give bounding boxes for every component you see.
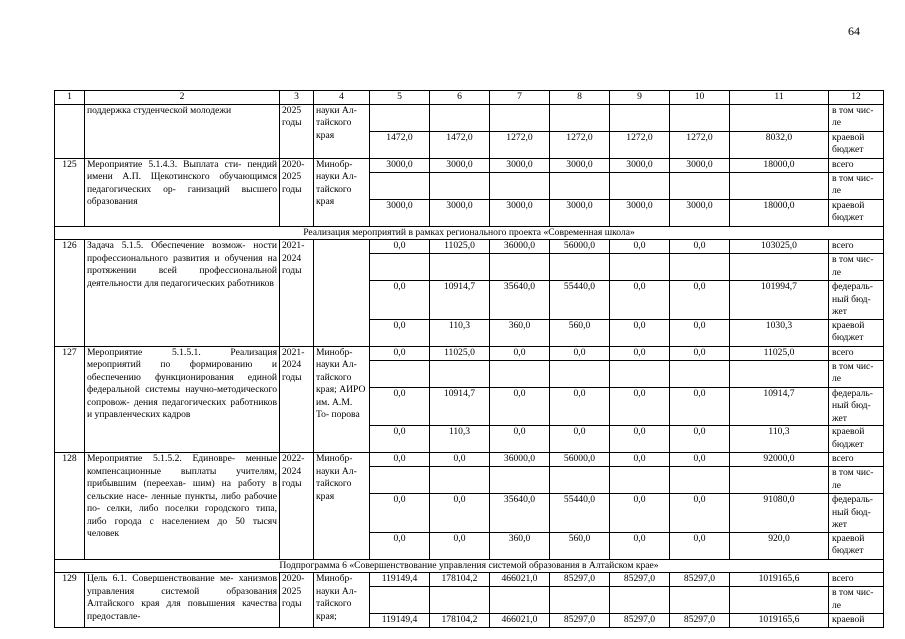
funding-source: федераль- ный бюд- жет (829, 281, 884, 320)
amount-cell (730, 360, 829, 387)
column-header: 3 (280, 91, 314, 105)
amount-cell: 0,0 (550, 346, 610, 360)
measure-description: Задача 5.1.5. Обеспечение возмож- ности профессионального развития и обучения на протяжении всей профессиональной деятельности для педагогических работников (85, 240, 280, 347)
amount-cell: 3000,0 (670, 199, 730, 226)
funding-source: краевой бюджет (829, 199, 884, 226)
amount-cell (550, 360, 610, 387)
amount-cell (370, 467, 430, 494)
amount-cell (670, 172, 730, 199)
amount-cell: 85297,0 (670, 573, 730, 587)
period-cell: 2022- 2024 годы (280, 453, 314, 560)
amount-cell: 560,0 (550, 532, 610, 559)
amount-cell: 110,3 (430, 319, 490, 346)
amount-cell (370, 360, 430, 387)
header-row (55, 91, 884, 105)
amount-cell (490, 254, 550, 281)
row-number: 126 (55, 240, 85, 347)
amount-cell: 0,0 (670, 453, 730, 467)
executor-cell: Минобр- науки Ал- тайского края (314, 453, 370, 560)
table-row (55, 158, 884, 172)
amount-cell: 0,0 (610, 319, 670, 346)
amount-cell: 3000,0 (670, 158, 730, 172)
amount-cell: 103025,0 (730, 240, 829, 254)
amount-cell: 0,0 (490, 346, 550, 360)
amount-cell (730, 104, 829, 131)
period-cell: 2025 годы (280, 104, 314, 158)
amount-cell (370, 172, 430, 199)
executor-cell: Минобр- науки Ал- тайского края (314, 158, 370, 226)
amount-cell (490, 172, 550, 199)
amount-cell (670, 587, 730, 614)
amount-cell: 11025,0 (430, 240, 490, 254)
amount-cell: 466021,0 (490, 614, 550, 628)
table-row (55, 346, 884, 360)
amount-cell: 3000,0 (370, 158, 430, 172)
amount-cell: 920,0 (730, 532, 829, 559)
amount-cell (550, 254, 610, 281)
amount-cell (430, 254, 490, 281)
amount-cell: 8032,0 (730, 131, 829, 158)
row-number: 127 (55, 346, 85, 453)
amount-cell (550, 587, 610, 614)
amount-cell: 56000,0 (550, 240, 610, 254)
amount-cell: 0,0 (670, 494, 730, 533)
amount-cell (370, 104, 430, 131)
amount-cell (430, 467, 490, 494)
amount-cell (550, 172, 610, 199)
amount-cell: 0,0 (370, 281, 430, 320)
amount-cell (610, 467, 670, 494)
amount-cell: 0,0 (610, 426, 670, 453)
amount-cell (670, 104, 730, 131)
amount-cell: 1472,0 (370, 131, 430, 158)
amount-cell: 0,0 (670, 240, 730, 254)
amount-cell: 0,0 (430, 494, 490, 533)
amount-cell (550, 467, 610, 494)
amount-cell: 1272,0 (550, 131, 610, 158)
funding-source: всего (829, 453, 884, 467)
amount-cell: 0,0 (670, 346, 730, 360)
amount-cell: 36000,0 (490, 240, 550, 254)
period-cell: 2020- 2025 годы (280, 573, 314, 628)
column-header: 9 (610, 91, 670, 105)
amount-cell: 0,0 (610, 532, 670, 559)
measure-description: Мероприятие 5.1.4.3. Выплата сти- пендий имени А.П. Щекотинского обучающимся педагогических ор- ганизаций высшего образования (85, 158, 280, 226)
amount-cell: 3000,0 (550, 199, 610, 226)
amount-cell: 360,0 (490, 532, 550, 559)
amount-cell: 119149,4 (370, 573, 430, 587)
amount-cell (490, 360, 550, 387)
amount-cell: 3000,0 (430, 158, 490, 172)
amount-cell: 85297,0 (550, 614, 610, 628)
funding-source: краевой бюджет (829, 426, 884, 453)
amount-cell: 18000,0 (730, 199, 829, 226)
table-row (55, 453, 884, 467)
funding-source: в том чис- ле (829, 467, 884, 494)
column-header: 4 (314, 91, 370, 105)
amount-cell: 0,0 (670, 387, 730, 426)
amount-cell: 35640,0 (490, 281, 550, 320)
amount-cell (490, 587, 550, 614)
funding-source: всего (829, 573, 884, 587)
amount-cell: 10914,7 (730, 387, 829, 426)
executor-cell: науки Ал- тайского края (314, 104, 370, 158)
amount-cell: 178104,2 (430, 573, 490, 587)
amount-cell: 3000,0 (550, 158, 610, 172)
funding-source: в том чис- ле (829, 254, 884, 281)
amount-cell: 0,0 (490, 426, 550, 453)
column-header: 2 (85, 91, 280, 105)
amount-cell: 1030,3 (730, 319, 829, 346)
amount-cell (610, 360, 670, 387)
measure-description: Мероприятие 5.1.5.1. Реализация мероприятий по формированию и обеспечению функционирования единой федеральной системы научно-методического сопровож- дения педагогических работников и управленческих кадров (85, 346, 280, 453)
column-header: 7 (490, 91, 550, 105)
amount-cell: 3000,0 (430, 199, 490, 226)
amount-cell (610, 587, 670, 614)
funding-source: краевой (829, 614, 884, 628)
funding-source: в том чис- ле (829, 587, 884, 614)
amount-cell: 560,0 (550, 319, 610, 346)
page-number: 64 (848, 24, 860, 38)
amount-cell: 0,0 (670, 281, 730, 320)
funding-source: федераль- ный бюд- жет (829, 494, 884, 533)
column-header: 1 (55, 91, 85, 105)
amount-cell: 0,0 (430, 453, 490, 467)
amount-cell (610, 254, 670, 281)
table-row (55, 104, 884, 131)
amount-cell: 1019165,6 (730, 614, 829, 628)
column-header: 8 (550, 91, 610, 105)
amount-cell: 18000,0 (730, 158, 829, 172)
table-row (55, 240, 884, 254)
amount-cell: 0,0 (430, 532, 490, 559)
section-row (55, 559, 884, 573)
amount-cell (670, 360, 730, 387)
amount-cell: 0,0 (610, 240, 670, 254)
amount-cell: 0,0 (610, 281, 670, 320)
amount-cell (430, 172, 490, 199)
column-header: 11 (730, 91, 829, 105)
amount-cell: 1272,0 (610, 131, 670, 158)
amount-cell: 3000,0 (490, 158, 550, 172)
amount-cell: 0,0 (370, 426, 430, 453)
funding-source: всего (829, 158, 884, 172)
amount-cell: 85297,0 (670, 614, 730, 628)
amount-cell: 10914,7 (430, 387, 490, 426)
period-cell: 2020- 2025 годы (280, 158, 314, 226)
row-number: 128 (55, 453, 85, 560)
section-title: Подпрограмма 6 «Совершенствование управления системой образования в Алтайском крае» (55, 559, 884, 573)
amount-cell: 85297,0 (550, 573, 610, 587)
amount-cell: 0,0 (670, 319, 730, 346)
executor-cell (314, 240, 370, 347)
amount-cell (490, 104, 550, 131)
amount-cell: 119149,4 (370, 614, 430, 628)
amount-cell: 0,0 (610, 494, 670, 533)
period-cell: 2021- 2024 годы (280, 240, 314, 347)
amount-cell (730, 254, 829, 281)
amount-cell (610, 172, 670, 199)
amount-cell: 0,0 (670, 532, 730, 559)
funding-source: краевой бюджет (829, 319, 884, 346)
funding-source: краевой бюджет (829, 532, 884, 559)
amount-cell (730, 587, 829, 614)
measure-description: Мероприятие 5.1.5.2. Единовре- менные компенсационные выплаты учителям, прибывшим (переехав- шим) на работу в сельские насе- ленные пункты, либо рабочие по- селки, либо поселки городского типа, либо города с населением до 50 тысяч человек (85, 453, 280, 560)
row-number: 129 (55, 573, 85, 628)
amount-cell: 3000,0 (610, 199, 670, 226)
executor-cell: Минобр- науки Ал- тайского края; АИРО им. А.М. То- порова (314, 346, 370, 453)
amount-cell: 0,0 (370, 494, 430, 533)
amount-cell: 0,0 (490, 387, 550, 426)
amount-cell: 0,0 (370, 453, 430, 467)
section-title: Реализация мероприятий в рамках регионального проекта «Современная школа» (55, 226, 884, 240)
amount-cell: 1272,0 (490, 131, 550, 158)
section-row (55, 226, 884, 240)
amount-cell (730, 467, 829, 494)
budget-table (54, 90, 884, 628)
amount-cell (430, 360, 490, 387)
amount-cell (730, 172, 829, 199)
amount-cell: 85297,0 (610, 614, 670, 628)
amount-cell: 3000,0 (370, 199, 430, 226)
amount-cell: 3000,0 (490, 199, 550, 226)
amount-cell (670, 254, 730, 281)
amount-cell: 91080,0 (730, 494, 829, 533)
amount-cell: 85297,0 (610, 573, 670, 587)
funding-source: в том чис- ле (829, 172, 884, 199)
amount-cell: 360,0 (490, 319, 550, 346)
amount-cell: 0,0 (550, 387, 610, 426)
amount-cell: 36000,0 (490, 453, 550, 467)
amount-cell (370, 254, 430, 281)
funding-source: федераль- ный бюд- жет (829, 387, 884, 426)
amount-cell: 0,0 (370, 240, 430, 254)
amount-cell: 55440,0 (550, 281, 610, 320)
amount-cell: 35640,0 (490, 494, 550, 533)
amount-cell (670, 467, 730, 494)
amount-cell: 10914,7 (430, 281, 490, 320)
column-header: 5 (370, 91, 430, 105)
amount-cell: 101994,7 (730, 281, 829, 320)
row-number (55, 104, 85, 158)
funding-source: всего (829, 346, 884, 360)
amount-cell (490, 467, 550, 494)
column-header: 6 (430, 91, 490, 105)
amount-cell: 110,3 (730, 426, 829, 453)
amount-cell (370, 587, 430, 614)
column-header: 10 (670, 91, 730, 105)
funding-source: всего (829, 240, 884, 254)
amount-cell: 466021,0 (490, 573, 550, 587)
amount-cell (550, 104, 610, 131)
amount-cell: 55440,0 (550, 494, 610, 533)
amount-cell: 3000,0 (610, 158, 670, 172)
amount-cell: 0,0 (610, 387, 670, 426)
amount-cell: 0,0 (550, 426, 610, 453)
amount-cell: 0,0 (610, 453, 670, 467)
amount-cell (430, 104, 490, 131)
amount-cell: 0,0 (670, 426, 730, 453)
amount-cell: 56000,0 (550, 453, 610, 467)
amount-cell: 92000,0 (730, 453, 829, 467)
executor-cell: Минобр- науки Ал- тайского края; (314, 573, 370, 628)
amount-cell: 0,0 (370, 387, 430, 426)
funding-source: краевой бюджет (829, 131, 884, 158)
row-number: 125 (55, 158, 85, 226)
funding-source: в том чис- ле (829, 360, 884, 387)
amount-cell: 0,0 (370, 532, 430, 559)
amount-cell: 1272,0 (670, 131, 730, 158)
table-row (55, 573, 884, 587)
measure-description: поддержка студенческой молодежи (85, 104, 280, 158)
amount-cell (430, 587, 490, 614)
amount-cell: 0,0 (610, 346, 670, 360)
amount-cell: 0,0 (370, 319, 430, 346)
amount-cell: 0,0 (370, 346, 430, 360)
measure-description: Цель 6.1. Совершенствование ме- ханизмов управления системой образования Алтайского края для повышения качества предоставле- (85, 573, 280, 628)
column-header: 12 (829, 91, 884, 105)
amount-cell: 1019165,6 (730, 573, 829, 587)
amount-cell: 178104,2 (430, 614, 490, 628)
amount-cell (610, 104, 670, 131)
amount-cell: 11025,0 (730, 346, 829, 360)
amount-cell: 1472,0 (430, 131, 490, 158)
funding-source: в том чис- ле (829, 104, 884, 131)
period-cell: 2021- 2024 годы (280, 346, 314, 453)
amount-cell: 11025,0 (430, 346, 490, 360)
amount-cell: 110,3 (430, 426, 490, 453)
